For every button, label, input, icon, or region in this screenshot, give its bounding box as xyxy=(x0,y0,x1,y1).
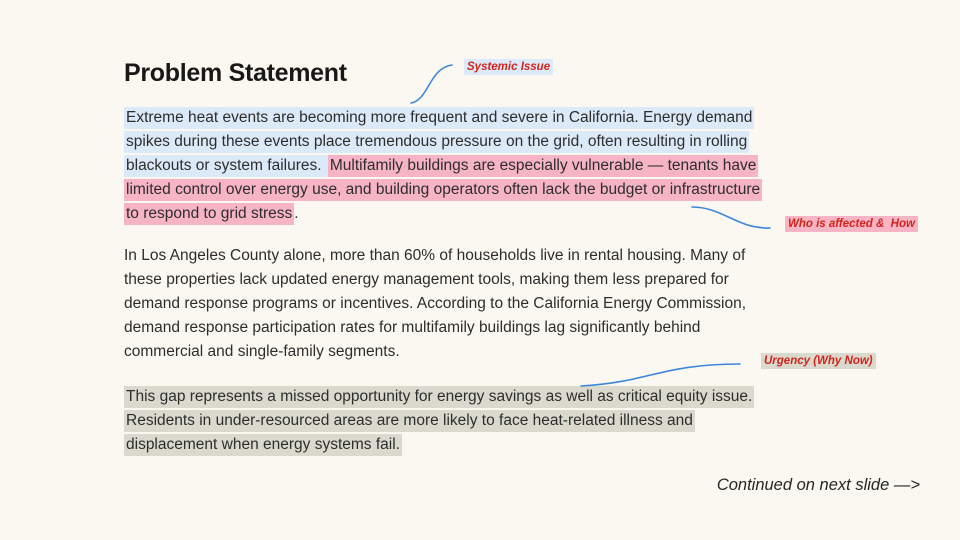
page-title: Problem Statement xyxy=(124,59,347,87)
plain-text: commercial and single-family segments. xyxy=(124,343,400,360)
highlighted-text-blue: blackouts or system failures. xyxy=(124,155,328,177)
continued-note: Continued on next slide —> xyxy=(716,476,920,494)
paragraph-systemic-issue xyxy=(124,106,884,226)
highlighted-text-blue: spikes during these events place tremendous pressure on the grid, often resulting in rolling xyxy=(124,131,749,153)
annotation-systemic-issue: Systemic Issue xyxy=(464,59,553,75)
highlighted-text-gray: This gap represents a missed opportunity for energy savings as well as critical equity issue. xyxy=(124,386,754,408)
plain-text: In Los Angeles County alone, more than 60% of households live in rental housing. Many of xyxy=(124,247,746,264)
highlighted-text-gray: displacement when energy systems fail. xyxy=(124,434,402,456)
text-line xyxy=(124,154,884,178)
text-line xyxy=(124,433,884,457)
text-line xyxy=(124,292,884,316)
text-line xyxy=(124,268,884,292)
highlighted-text-pink: Multifamily buildings are especially vulnerable — tenants have xyxy=(328,155,758,177)
text-column xyxy=(124,106,884,457)
text-line xyxy=(124,385,884,409)
text-line xyxy=(124,130,884,154)
paragraph-urgency xyxy=(124,385,884,457)
text-line xyxy=(124,316,884,340)
plain-text: these properties lack updated energy management tools, making them less prepared for xyxy=(124,271,729,288)
connector-curve-systemic xyxy=(411,65,452,103)
highlighted-text-pink: to respond to grid stress xyxy=(124,203,294,225)
text-line xyxy=(124,106,884,130)
paragraph-statistics xyxy=(124,244,884,364)
highlighted-text-pink: limited control over energy use, and building operators often lack the budget or infrastructure xyxy=(124,179,762,201)
plain-text: demand response participation rates for multifamily buildings lag significantly behind xyxy=(124,319,701,336)
annotation-urgency: Urgency (Why Now) xyxy=(761,353,876,369)
text-line xyxy=(124,178,884,202)
highlighted-text-gray: Residents in under-resourced areas are more likely to face heat-related illness and xyxy=(124,410,695,432)
text-line xyxy=(124,244,884,268)
text-line xyxy=(124,409,884,433)
annotation-who-is-affected: Who is affected & How xyxy=(785,216,918,232)
text-line xyxy=(124,202,884,226)
plain-text: demand response programs or incentives. According to the California Energy Commission, xyxy=(124,295,747,312)
plain-text: . xyxy=(294,205,299,222)
highlighted-text-blue: Extreme heat events are becoming more frequent and severe in California. Energy demand xyxy=(124,107,754,129)
